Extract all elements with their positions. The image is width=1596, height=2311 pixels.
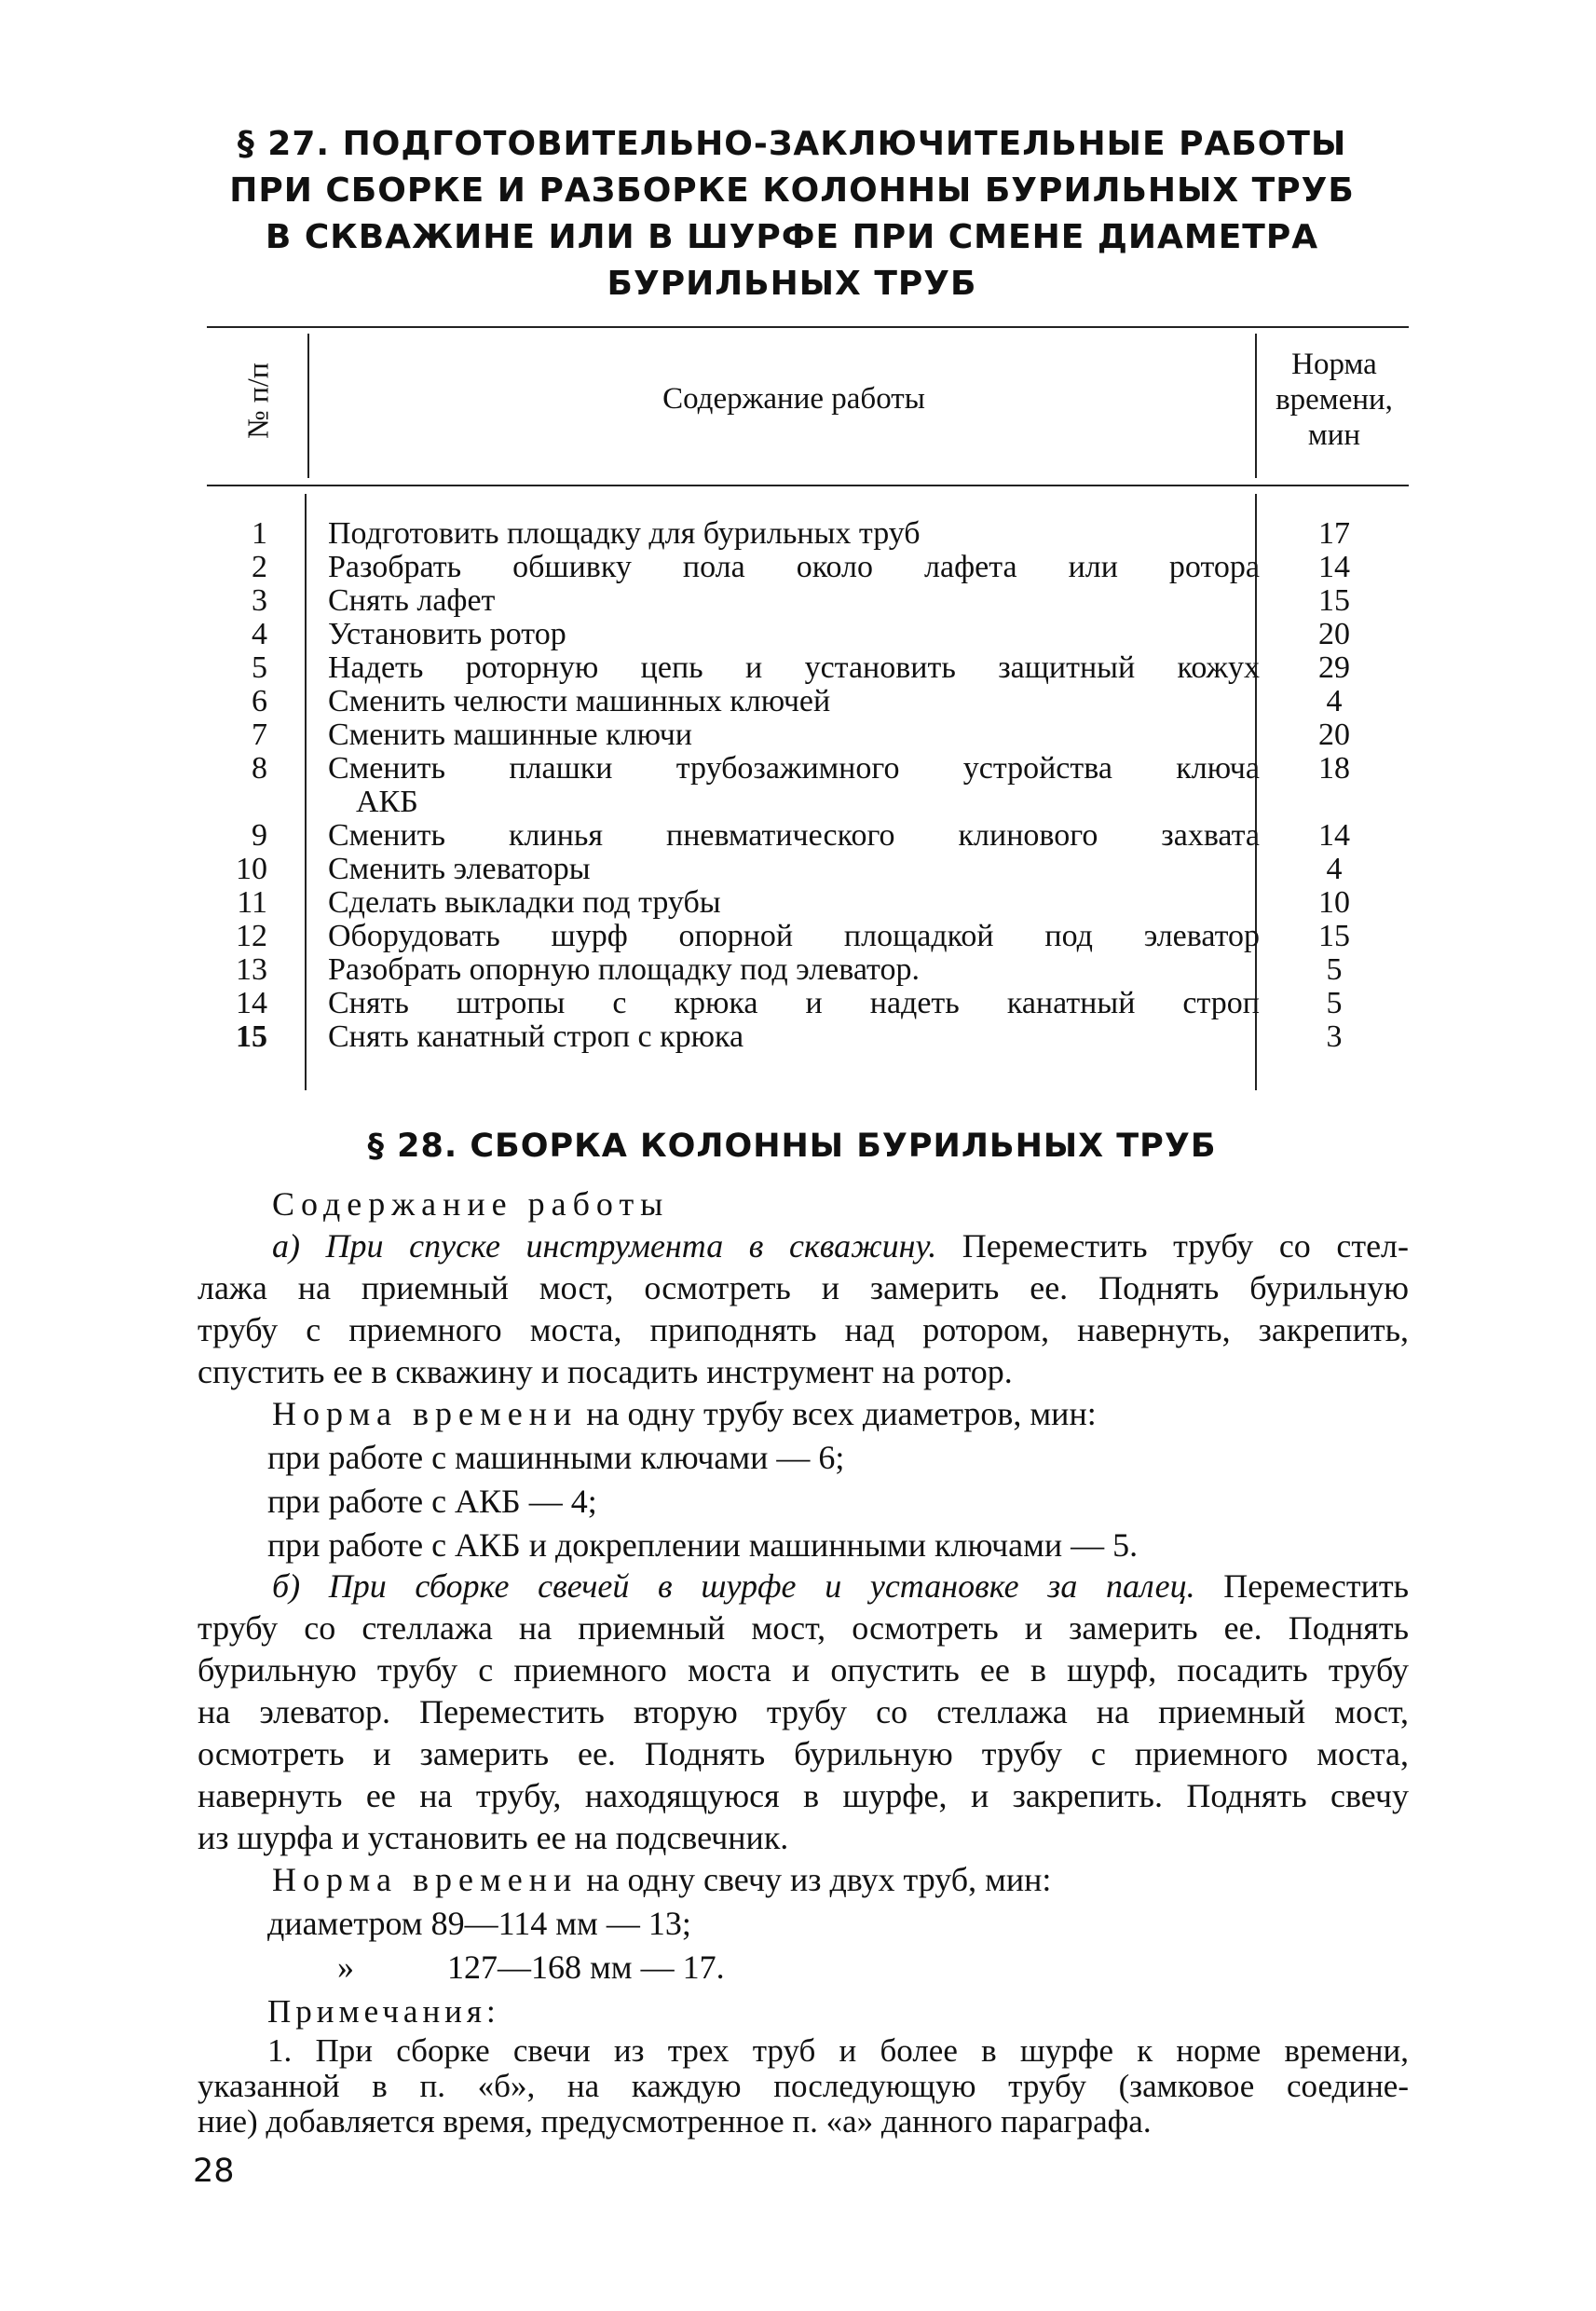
- header-content: Содержание работы: [662, 382, 925, 416]
- title-line: В СКВАЖИНЕ ИЛИ В ШУРФЕ ПРИ СМЕНЕ ДИАМЕТРА: [265, 218, 1319, 256]
- row-number: 3: [252, 583, 267, 618]
- row-text: Сменить клинья пневматического клинового захвата: [328, 818, 1260, 853]
- row-text: Надеть роторную цепь и установить защитный кожух: [328, 650, 1260, 685]
- paragraph-line: из шурфа и установить ее на подсвечник.: [198, 1819, 789, 1856]
- row-value: 4: [1326, 684, 1343, 718]
- table-col-divider: [305, 494, 307, 1090]
- row-number: 4: [252, 617, 267, 651]
- norm-item: 127—168 мм — 17.: [447, 1949, 725, 1986]
- norm-line: Норма времени на одну свечу из двух труб, мин:: [272, 1861, 1052, 1898]
- content-heading: Содержание работы: [272, 1185, 670, 1223]
- note-line: 1. При сборке свечи из трех труб и более в шурфе к норме времени,: [267, 2032, 1409, 2069]
- row-number: 8: [252, 751, 267, 786]
- row-value: 29: [1318, 650, 1350, 685]
- paragraph-line: б) При сборке свечей в шурфе и установке за палец. Переместить: [272, 1567, 1409, 1605]
- row-number: 12: [236, 919, 267, 953]
- paragraph-line: трубу с приемного моста, приподнять над ротором, навернуть, закрепить,: [198, 1311, 1409, 1348]
- row-number: 2: [252, 550, 267, 584]
- norm-item: при работе с АКБ и докреплении машинными ключами — 5.: [267, 1526, 1139, 1564]
- row-number: 1: [252, 516, 267, 551]
- page-number: 28: [193, 2153, 235, 2190]
- norm-item: при работе с АКБ — 4;: [267, 1483, 597, 1520]
- row-text: Сменить машинные ключи: [328, 718, 692, 752]
- table-top-rule: [207, 326, 1409, 328]
- row-text: Сменить плашки трубозажимного устройства ключа: [328, 751, 1260, 786]
- row-number: 11: [237, 885, 267, 920]
- row-text: Установить ротор: [328, 617, 566, 651]
- row-text: Разобрать опорную площадку под элеватор.: [328, 952, 920, 987]
- row-number: 14: [236, 986, 267, 1020]
- row-text: Сменить челюсти машинных ключей: [328, 684, 831, 718]
- norm-item-ditto: »: [337, 1949, 354, 1986]
- paragraph-line: навернуть ее на трубу, находящуюся в шурфе, и закрепить. Поднять свечу: [198, 1777, 1409, 1814]
- row-text: Подготовить площадку для бурильных труб: [328, 516, 921, 551]
- paragraph-line: на элеватор. Переместить вторую трубу со стеллажа на приемный мост,: [198, 1693, 1409, 1730]
- row-value: 14: [1318, 550, 1350, 584]
- notes-heading: Примечания:: [267, 1993, 500, 2030]
- row-value: 18: [1318, 751, 1350, 786]
- row-value: 20: [1318, 617, 1350, 651]
- paragraph-line: спустить ее в скважину и посадить инструмент на ротор.: [198, 1353, 1013, 1390]
- row-number: 7: [252, 718, 267, 752]
- row-text: Снять лафет: [328, 583, 496, 618]
- row-number: 10: [236, 852, 267, 886]
- table-header-rule: [207, 485, 1409, 486]
- row-value: 14: [1318, 818, 1350, 853]
- section-28-title: § 28. СБОРКА КОЛОННЫ БУРИЛЬНЫХ ТРУБ: [367, 1128, 1217, 1165]
- row-number: 5: [252, 650, 267, 685]
- row-value: 4: [1326, 852, 1343, 886]
- norm-item: при работе с машинными ключами — 6;: [267, 1439, 845, 1476]
- row-value: 5: [1326, 952, 1343, 987]
- note-line: указанной в п. «б», на каждую последующую трубу (замковое соедине-: [198, 2068, 1409, 2104]
- row-value: 5: [1326, 986, 1343, 1020]
- row-text: Сделать выкладки под трубы: [328, 885, 721, 920]
- section-27-title: [186, 121, 1398, 308]
- row-number: 9: [252, 818, 267, 853]
- row-number: 13: [236, 952, 267, 987]
- row-value: 20: [1318, 718, 1350, 752]
- row-value: 17: [1318, 516, 1350, 551]
- note-line: ние) добавляется время, предусмотренное п. «а» данного параграфа.: [198, 2103, 1152, 2140]
- header-norm: Норма времени, мин: [1275, 348, 1393, 452]
- work-norms-table: № п/п Содержание работы Норма времени, мин 1 Подготовить площадку для бурильных труб 17 2 Разобрать обшивку пола около лафета или ротора 14 3 Снять лафет 15 4 Установить ротор 20 5 Надеть роторную цепь и установить защитный кожух 29 6 Сменить челюсти машинных ключей 4 7 Сменить машинные ключи 20 8 Сменить плашки трубозажимного устройства ключа 18 АКБ 9 Сменить клинья пневматического клинового захвата 14 10 Сменить элеваторы 4 11 Сделать выкладки под трубы 10 12 Оборудовать шурф опорной площадкой под элеватор 15 13 Разобрать опорную площадку под элеватор. 5 14 Снять штропы с крюка и надеть канатный строп 5 15 Снять канатный строп с крюка 3: [207, 326, 1409, 1100]
- row-value: 3: [1326, 1019, 1343, 1054]
- title-line: ПРИ СБОРКЕ И РАЗБОРКЕ КОЛОННЫ БУРИЛЬНЫХ ТРУБ: [229, 171, 1355, 210]
- norm-line: Норма времени на одну трубу всех диаметров, мин:: [272, 1395, 1097, 1432]
- norm-item: диаметром 89—114 мм — 13;: [267, 1905, 691, 1942]
- paragraph-line: лажа на приемный мост, осмотреть и замерить ее. Поднять бурильную: [198, 1269, 1409, 1306]
- row-number: 6: [252, 684, 267, 718]
- row-value: 10: [1318, 885, 1350, 920]
- row-text-continuation: АКБ: [356, 785, 418, 819]
- paragraph-line: а) При спуске инструмента в скважину. Переместить трубу со стел-: [272, 1227, 1410, 1265]
- row-text: Снять штропы с крюка и надеть канатный строп: [328, 986, 1260, 1020]
- row-text: Оборудовать шурф опорной площадкой под элеватор: [328, 919, 1260, 953]
- row-value: 15: [1318, 919, 1350, 953]
- row-value: 15: [1318, 583, 1350, 618]
- row-number: 15: [236, 1019, 267, 1054]
- row-text: Разобрать обшивку пола около лафета или ротора: [328, 550, 1260, 584]
- title-line: БУРИЛЬНЫХ ТРУБ: [607, 265, 977, 303]
- title-line: § 27. ПОДГОТОВИТЕЛЬНО-ЗАКЛЮЧИТЕЛЬНЫЕ РАБОТЫ: [237, 125, 1347, 163]
- row-text: Сменить элеваторы: [328, 852, 591, 886]
- paragraph-line: трубу со стеллажа на приемный мост, осмотреть и замерить ее. Поднять: [198, 1609, 1409, 1647]
- paragraph-line: осмотреть и замерить ее. Поднять бурильную трубу с приемного моста,: [198, 1735, 1409, 1772]
- paragraph-line: бурильную трубу с приемного моста и опустить ее в шурф, посадить трубу: [198, 1651, 1409, 1689]
- row-text: Снять канатный строп с крюка: [328, 1019, 744, 1054]
